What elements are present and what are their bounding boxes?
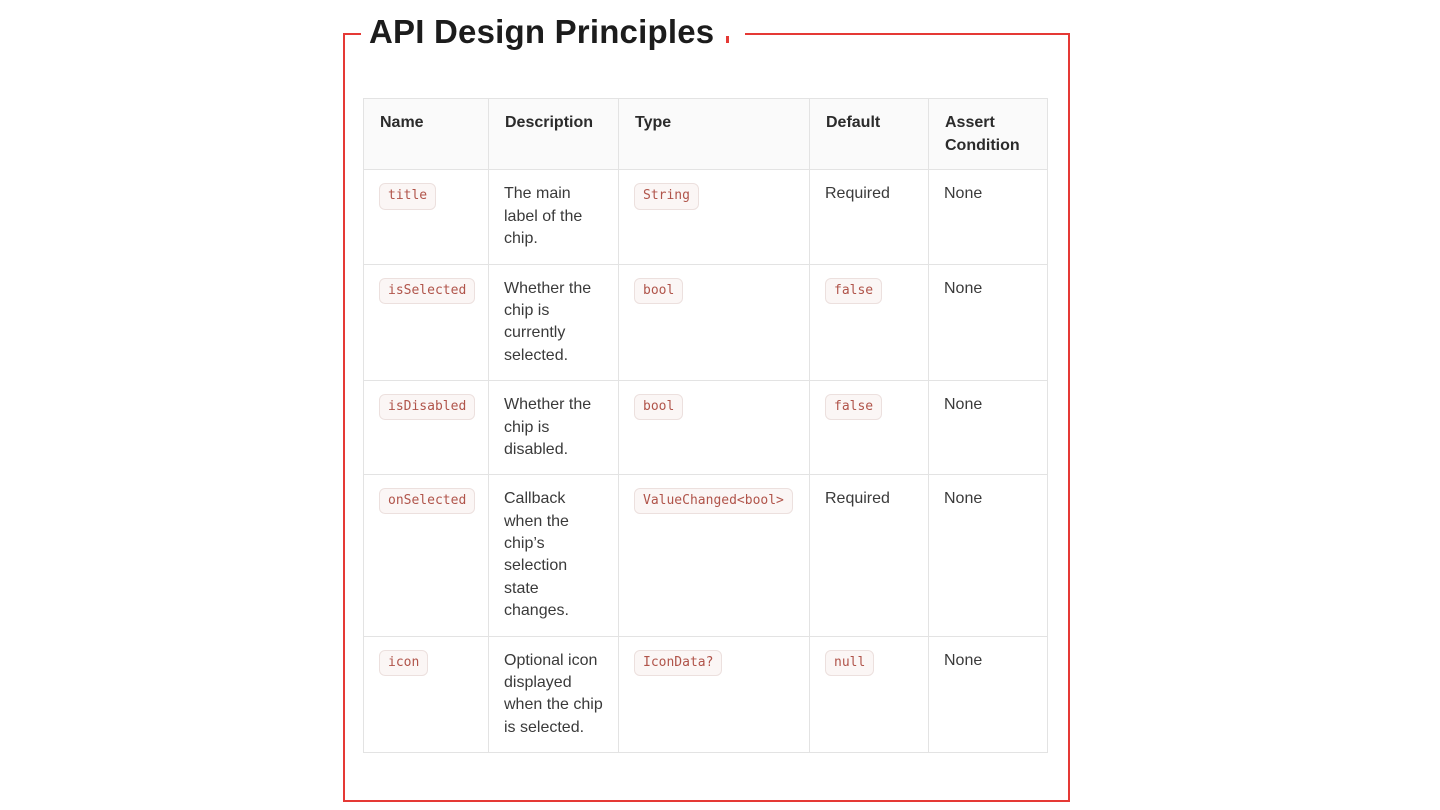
description-text: Whether the chip is disabled. bbox=[504, 396, 592, 458]
table-row bbox=[364, 264, 1048, 381]
assert-condition-cell bbox=[929, 264, 1048, 381]
description-cell bbox=[489, 264, 619, 381]
assert-condition-cell bbox=[929, 636, 1048, 753]
description-text: Callback when the chip’s selection state changes. bbox=[504, 490, 569, 620]
description-cell bbox=[489, 475, 619, 636]
type-cell bbox=[619, 636, 810, 753]
name-cell bbox=[364, 475, 489, 636]
code-chip: false bbox=[825, 278, 882, 304]
code-chip: IconData? bbox=[634, 650, 722, 676]
table-row bbox=[364, 170, 1048, 264]
header-row bbox=[364, 99, 1048, 170]
description-text: The main label of the chip. bbox=[504, 185, 583, 248]
assert-condition-cell bbox=[929, 381, 1048, 475]
code-chip: title bbox=[379, 183, 436, 209]
code-chip: isDisabled bbox=[379, 394, 475, 420]
type-cell bbox=[619, 381, 810, 475]
red-tick-artifact bbox=[726, 36, 729, 43]
api-properties-table bbox=[363, 98, 1048, 753]
assert-condition-text: None bbox=[944, 490, 983, 508]
type-cell bbox=[619, 264, 810, 381]
page-title bbox=[361, 11, 745, 54]
column-header-default: Default bbox=[810, 99, 929, 170]
assert-condition-cell bbox=[929, 475, 1048, 636]
default-cell bbox=[810, 381, 929, 475]
default-text: Required bbox=[825, 185, 890, 203]
table-row bbox=[364, 475, 1048, 636]
table-row bbox=[364, 636, 1048, 753]
assert-condition-cell bbox=[929, 170, 1048, 264]
code-chip: false bbox=[825, 394, 882, 420]
column-header-assert-condition: Assert Condition bbox=[929, 99, 1048, 170]
type-cell bbox=[619, 170, 810, 264]
code-chip: onSelected bbox=[379, 488, 475, 514]
code-chip: null bbox=[825, 650, 874, 676]
code-chip: bool bbox=[634, 394, 683, 420]
description-cell bbox=[489, 170, 619, 264]
assert-condition-text: None bbox=[944, 185, 983, 203]
assert-condition-text: None bbox=[944, 279, 983, 297]
description-text: Whether the chip is currently selected. bbox=[504, 279, 592, 364]
default-cell bbox=[810, 636, 929, 753]
name-cell bbox=[364, 636, 489, 753]
type-cell bbox=[619, 475, 810, 636]
code-chip: bool bbox=[634, 278, 683, 304]
default-cell bbox=[810, 170, 929, 264]
column-header-type: Type bbox=[619, 99, 810, 170]
code-chip: isSelected bbox=[379, 278, 475, 304]
assert-condition-text: None bbox=[944, 396, 983, 414]
default-text: Required bbox=[825, 490, 890, 508]
description-cell bbox=[489, 636, 619, 753]
table-row bbox=[364, 381, 1048, 475]
column-header-description: Description bbox=[489, 99, 619, 170]
table-body bbox=[364, 170, 1048, 753]
code-chip: icon bbox=[379, 650, 428, 676]
name-cell bbox=[364, 170, 489, 264]
code-chip: String bbox=[634, 183, 699, 209]
name-cell bbox=[364, 381, 489, 475]
description-cell bbox=[489, 381, 619, 475]
highlight-frame bbox=[343, 13, 1070, 802]
name-cell bbox=[364, 264, 489, 381]
default-cell bbox=[810, 264, 929, 381]
assert-condition-text: None bbox=[944, 651, 983, 669]
code-chip: ValueChanged<bool> bbox=[634, 488, 793, 514]
default-cell bbox=[810, 475, 929, 636]
column-header-name: Name bbox=[364, 99, 489, 170]
description-text: Optional icon displayed when the chip is selected. bbox=[504, 651, 603, 736]
page-title-text: API Design Principles bbox=[369, 13, 715, 50]
